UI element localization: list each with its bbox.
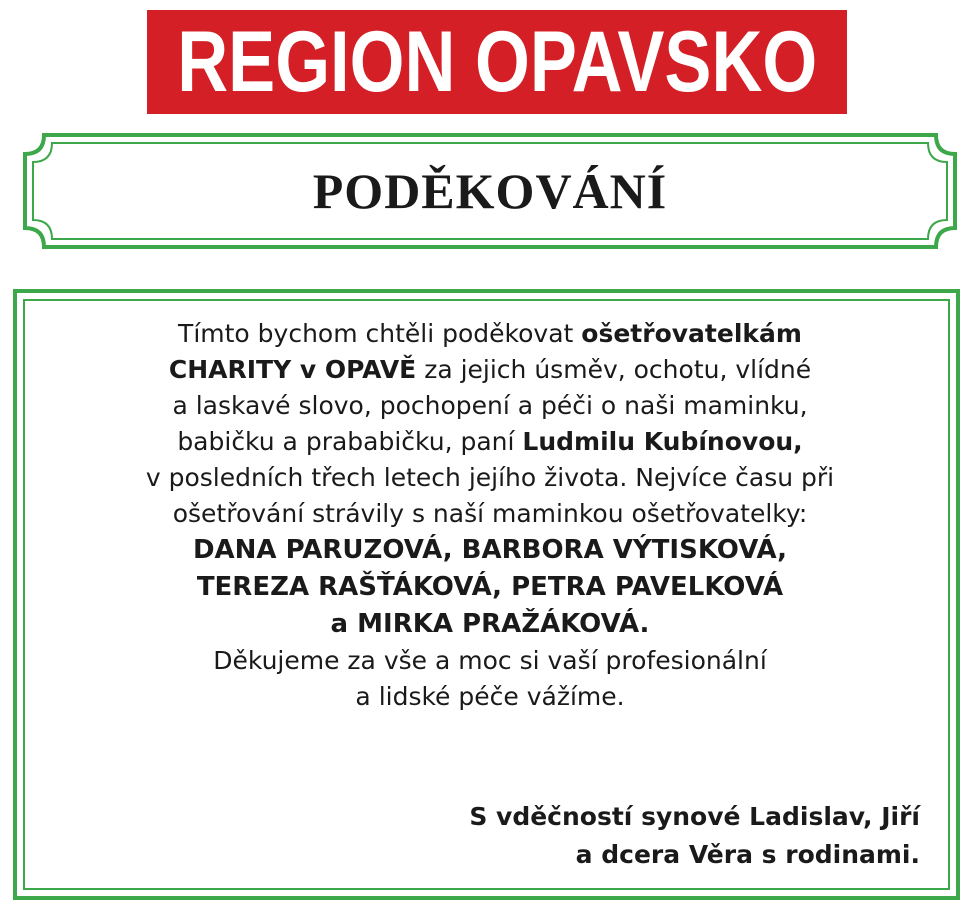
body-line-2 (40, 352, 940, 388)
body-line-6: ošetřování strávily s naší maminkou ošetřovatelky: (172, 499, 808, 528)
body-line-1 (40, 316, 940, 352)
body-line-5: v posledních třech letech jejího života. Nejvíce času při (145, 463, 835, 492)
nurse-names-line: TEREZA RAŠŤÁKOVÁ, PETRA PAVELKOVÁ (196, 572, 784, 602)
signature (469, 798, 920, 874)
masthead-banner (147, 10, 847, 114)
body-emphasis: ošetřovatelkám (581, 319, 802, 348)
body-line-4 (40, 424, 940, 460)
body-text: babičku a prababičku, paní (177, 427, 523, 456)
signature-line: a dcera Věra s rodinami. (575, 840, 920, 869)
title-plaque (22, 132, 958, 250)
notice-heading: PODĚKOVÁNÍ (312, 163, 668, 219)
nurse-names-line: a MIRKA PRAŽÁKOVÁ. (330, 609, 650, 639)
body-emphasis: Ludmilu Kubínovou, (522, 427, 803, 456)
body-line-3: a laskavé slovo, pochopení a péči o naši maminku, (172, 391, 808, 420)
body-text: Tímto bychom chtěli poděkovat (178, 319, 582, 348)
body-line-8: a lidské péče vážíme. (355, 682, 625, 711)
body-line-7: Děkujeme za vše a moc si vaší profesionální (213, 646, 767, 675)
body-text: za jejich úsměv, ochotu, vlídné (416, 355, 812, 384)
masthead-title: REGION OPAVSKO (177, 14, 817, 110)
message-body (40, 316, 940, 715)
body-emphasis: CHARITY v OPAVĚ (168, 355, 417, 384)
signature-line: S vděčností synové Ladislav, Jiří (469, 802, 920, 831)
nurse-names-line: DANA PARUZOVÁ, BARBORA VÝTISKOVÁ, (192, 535, 788, 565)
